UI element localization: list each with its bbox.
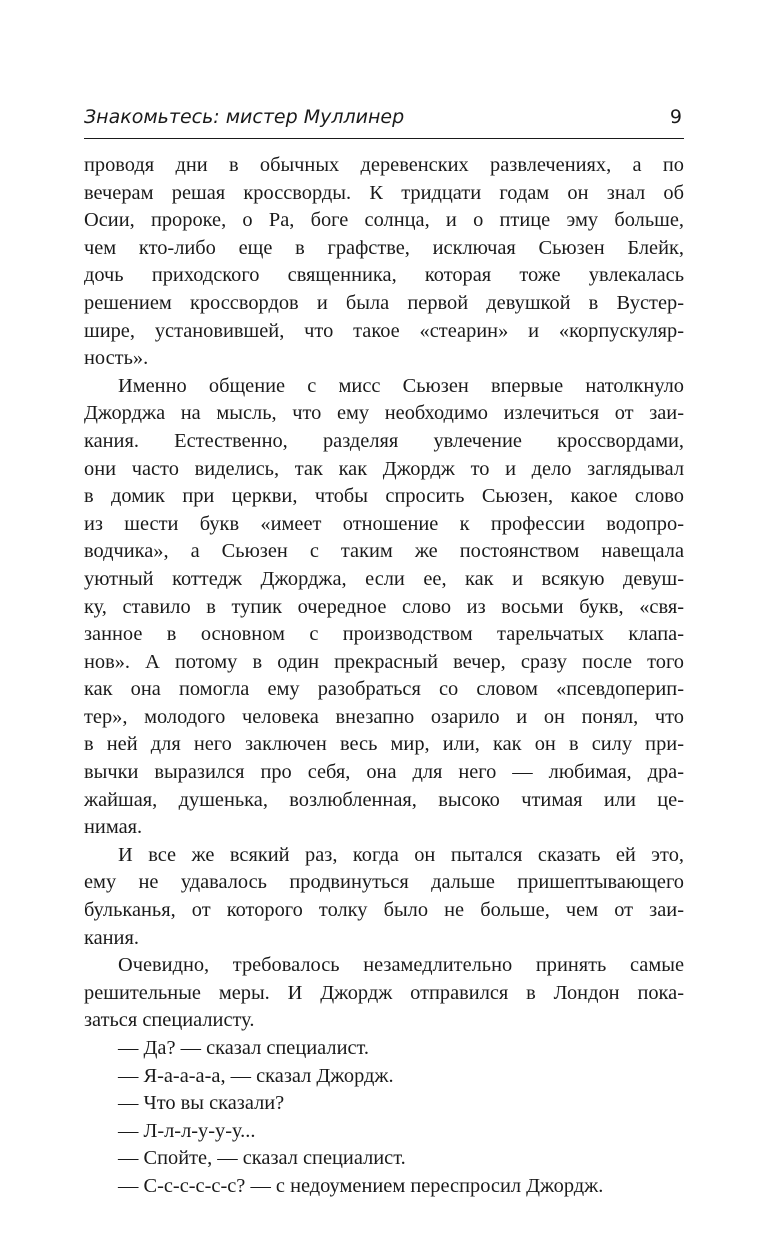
- text-line: чем кто-либо еще в графстве, исключая Сьюзен Блейк,: [84, 236, 684, 259]
- text-line: — Что вы сказали?: [118, 1092, 285, 1115]
- text-line: — Спойте, — сказал специалист.: [118, 1147, 406, 1170]
- text-line: Джорджа на мысль, что ему необходимо излечиться от заи-: [84, 402, 684, 425]
- text-line: кания. Естественно, разделяя увлечение кроссвордами,: [84, 429, 684, 452]
- text-line: — Л-л-л-у-у-у...: [118, 1119, 256, 1142]
- body-text: [84, 152, 684, 1201]
- text-line: шире, установившей, что такое «стеарин» и «корпускуляр-: [84, 319, 684, 342]
- text-line: в ней для него заключен весь мир, или, как он в силу при-: [84, 733, 684, 756]
- text-line: вечерам решая кроссворды. К тридцати годам он знал об: [84, 181, 684, 204]
- header-rule: [84, 138, 684, 139]
- text-line: они часто виделись, так как Джордж то и дело заглядывал: [84, 457, 684, 480]
- text-line: дочь приходского священника, которая тоже увлекалась: [84, 264, 684, 287]
- text-line: Очевидно, требовалось незамедлительно принять самые: [118, 954, 684, 977]
- text-line: как она помогла ему разобраться со словом «псевдоперип-: [84, 678, 684, 701]
- text-line: ность».: [84, 347, 149, 370]
- running-title: Знакомьтесь: мистер Муллинер: [84, 106, 405, 128]
- text-line: — С-с-с-с-с-с? — с недоумением переспросил Джордж.: [118, 1174, 604, 1197]
- text-line: проводя дни в обычных деревенских развлечениях, а по: [84, 154, 684, 176]
- text-line: нимая.: [84, 816, 143, 839]
- text-line: в домик при церкви, чтобы спросить Сьюзен, какое слово: [84, 485, 684, 508]
- text-line: вычки выразился про себя, она для него — любимая, дра-: [84, 761, 684, 784]
- text-line: — Я-а-а-а-а, — сказал Джордж.: [118, 1064, 394, 1087]
- text-line: Именно общение с мисс Сьюзен впервые натолкнуло: [118, 374, 684, 397]
- text-line: решением кроссвордов и была первой девушкой в Вустер-: [84, 291, 684, 314]
- text-line: нов». А потому в один прекрасный вечер, сразу после того: [84, 650, 684, 673]
- text-line: уютный коттедж Джорджа, если ее, как и всякую девуш-: [84, 567, 684, 590]
- text-line: И все же всякий раз, когда он пытался сказать ей это,: [118, 843, 684, 866]
- text-line: заться специалисту.: [84, 1009, 255, 1032]
- text-line: Осии, пророке, о Ра, боге солнца, и о птице эму больше,: [84, 209, 684, 232]
- text-line: бульканья, от которого толку было не больше, чем от заи-: [84, 899, 684, 922]
- book-page: [84, 0, 684, 1241]
- page-number: 9: [669, 106, 682, 128]
- text-line: занное в основном с производством тарельчатых клапа-: [84, 623, 684, 646]
- text-line: тер», молодого человека внезапно озарило и он понял, что: [84, 705, 684, 728]
- running-head: [84, 106, 684, 136]
- text-line: ку, ставило в тупик очередное слово из восьми букв, «свя-: [84, 595, 684, 618]
- text-line: решительные меры. И Джордж отправился в Лондон пока-: [84, 981, 684, 1004]
- text-line: жайшая, душенька, возлюбленная, высоко чтимая или це-: [84, 788, 684, 811]
- text-line: — Да? — сказал специалист.: [118, 1037, 370, 1059]
- text-line: кания.: [84, 926, 139, 949]
- text-line: водчика», а Сьюзен с таким же постоянством навещала: [84, 540, 684, 563]
- text-line: ему не удавалось продвинуться дальше пришептывающего: [84, 871, 684, 894]
- text-line: из шести букв «имеет отношение к профессии водопро-: [84, 512, 684, 535]
